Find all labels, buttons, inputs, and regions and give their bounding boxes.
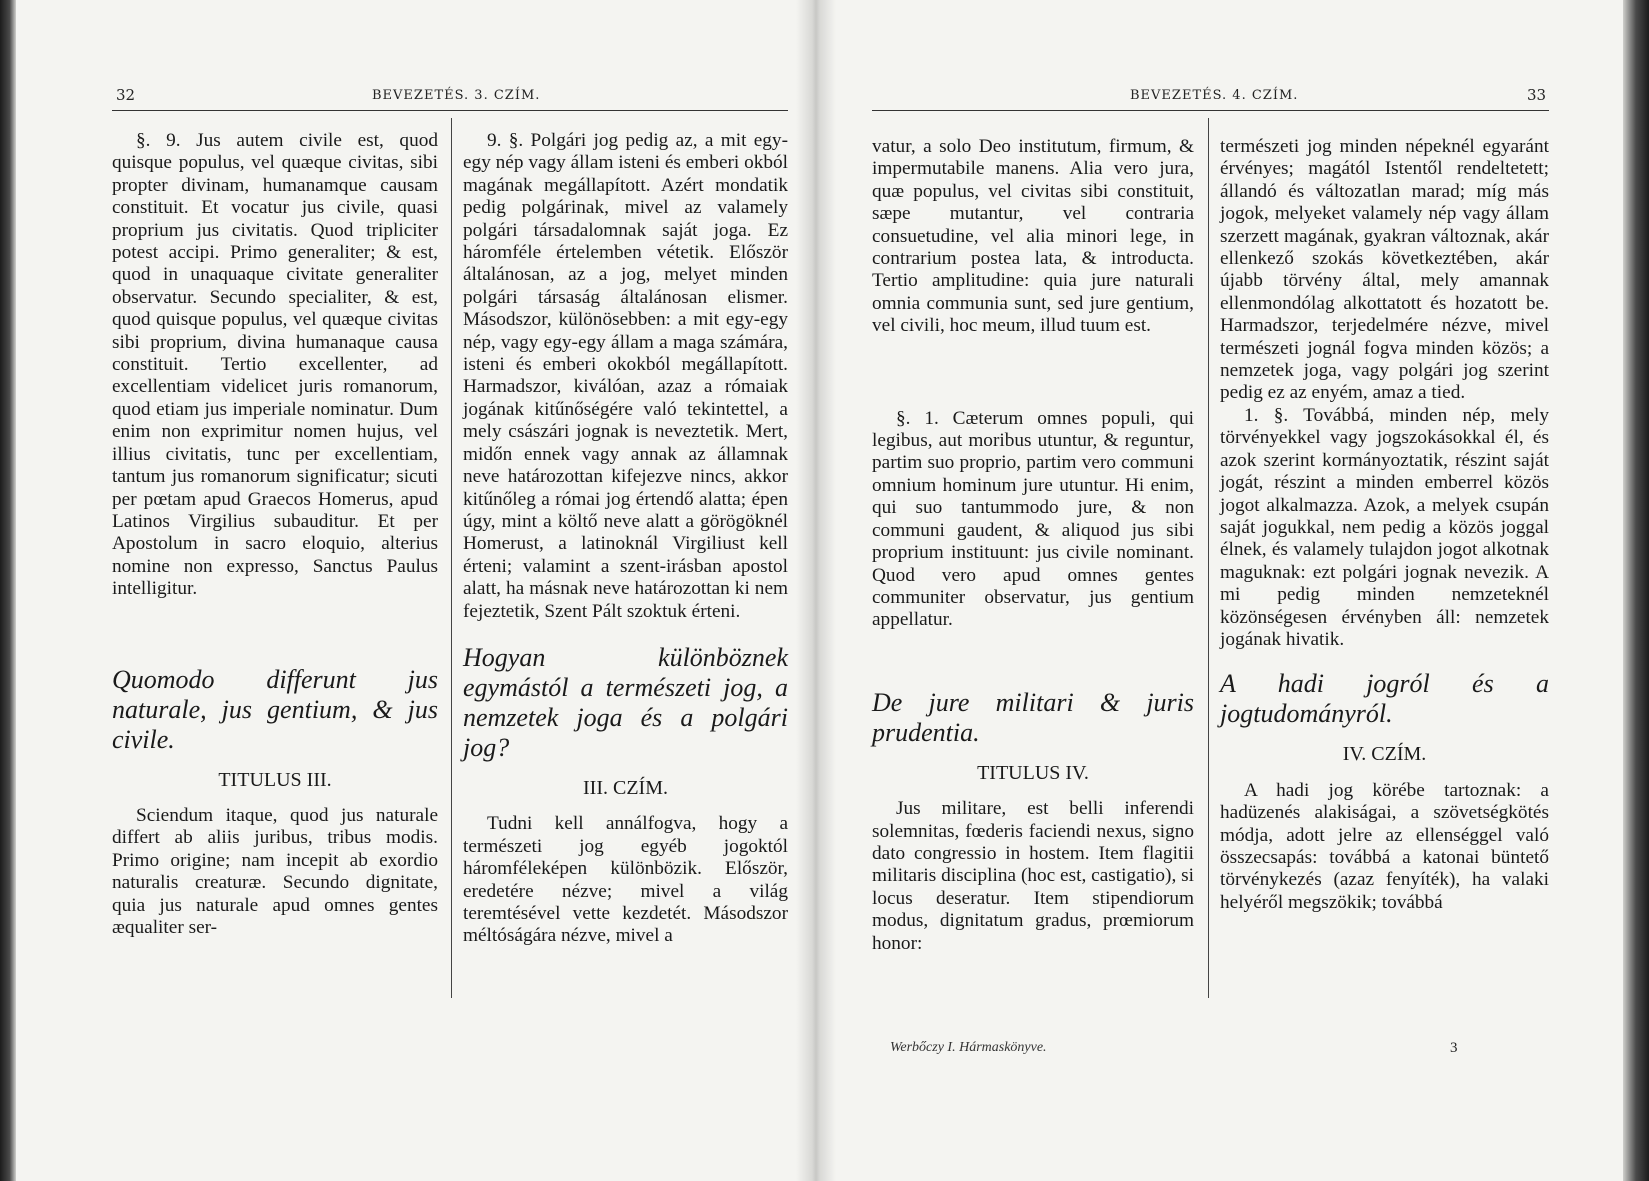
- scan-edge-right: [1623, 0, 1649, 1181]
- right-col-latin: [872, 136, 1194, 955]
- header-rule-right: [872, 110, 1549, 111]
- czim-label: III. CZÍM.: [583, 776, 668, 799]
- book-gutter: [796, 0, 836, 1181]
- latin-paragraph-9: §. 9. Jus autem civile est, quod quisque populus, vel quæque civitas, sibi propter divinam, humanamque causam constituit. Et vocatur jus civile, quasi proprium jus civitatis. Quod tripliciter potest accipi. Primo generaliter; & est, quod in unaquaque civitate generaliter observatur. Secundo specialiter, & est, quod quisque populus, vel quæque civitas sibi proprium, divina humanaque causa constituit. Tertio excellenter, ad excellentiam videlicet juris romanorum, quod etiam jus imperiale nominatur. Dum enim non exprimitur nomen hujus, vel illius civitatis, tunc per excellentiam, tantum jus romanorum significatur; sicuti per pœtam apud Graecos Homerus, apud Latinos Virgilius subauditur. Et per Apostolum in sacro eloquio, alterius nomine non expresso, Sanctus Paulus intelligitur.: [112, 130, 438, 600]
- hungarian-paragraph-czim-3: Tudni kell annálfogva, hogy a természeti jog egyéb jogoktól háromféleképen különbözik. Először, eredetére nézve; mivel a világ teremtésével vette kezdetét. Másodszor méltóságára nézve, mivel a: [463, 813, 788, 947]
- hungarian-paragraph-czim-4: A hadi jog körébe tartoznak: a hadüzenés alakiságai, a szövetségkötés módja, adott jelre az ellenséggel való összecsapás: továbbá a katonai büntető törvénykezés (azaz fenyíték), ha valaki helyéről megszökik; továbbá: [1220, 779, 1549, 913]
- hungarian-paragraph-1: 1. §. Továbbá, minden nép, mely törvényekkel vagy jogszokásokkal él, és azok szerint kormányoztatik, részint saját jogát, részint a minden emberrel közös jogot alkalmazza. Azok, a melyek csupán saját jogukkal, nem pedig a közös joggal élnek, és valamely tulajdon jogot alkotnak maguknak: ezt polgári jognak nevezik. A mi pedig minden nemzeteknél közönségesen érvényben áll: nemzetek jogának hivatik.: [1220, 404, 1549, 650]
- latin-paragraph-1: §. 1. Cæterum omnes populi, qui legibus, aut moribus utuntur, & reguntur, partim suo proprio, partim vero communi omnium hominum jure utuntur. Hi enim, qui suo tantummodo jure, & non communi gaudent, & aliquod jus sibi proprium instituunt: jus civile nominant. Quod vero apud omnes gentes communiter observatur, jus gentium appellatur.: [872, 407, 1194, 631]
- hungarian-section-heading: Hogyan különböznek egymástól a természeti jog, a nemzetek joga és a polgári jog?: [463, 642, 788, 762]
- latin-section-heading: Quomodo differunt jus naturale, jus gentium, & jus civile.: [112, 664, 438, 754]
- page-number-right: 33: [1527, 86, 1547, 104]
- hungarian-paragraph-continued: természeti jog minden népeknél egyaránt érvényes; magától Istentől rendeltetett; állandó és változatlan marad; míg más jogok, melyeket valamely nép vagy állam szerzett magának, gyakran változnak, akár ellenkező szokás következtében, akár újabb törvény által, mely amannak ellenmondólag alkottatott és hozatott be. Harmadszor, terjedelmére nézve, mivel természeti jognál fogva minden közös; a nemzetek joga, vagy polgári jog szerint pedig ez az enyém, amaz a tied.: [1220, 136, 1549, 404]
- hungarian-paragraph-9: 9. §. Polgári jog pedig az, a mit egy-egy nép vagy állam isteni és emberi okból magának megállapított. Azért mondatik pedig polgárinak, mivel az valamely polgári társadalomnak saját joga. Ez háromféle értelemben vétetik. Először általánosan, az a jog, melyet minden polgári társaság általánosan elismer. Másodszor, különösebben: a mit egy-egy nép, vagy egy-egy állam a maga számára, isteni és emberi okokból megállapított. Harmadszor, kiválóan, azaz a rómaiak jogának kitűnőségére való tekintettel, a mely császári jognak is neveztetik. Mert, midőn ennek vagy annak az államnak neve határozottan kifejezve nincs, akkor kitűnőleg a római jog értendő alatta; épen úgy, mint a költő neve alatt a görögöknél Homerust, a latinoknál Virgiliust kell érteni; valamint a szent-irásban apostol alatt, ha másnak neve határozottan ki nem fejeztetik, Szent Pált szoktuk érteni.: [463, 130, 789, 622]
- titulus-label: TITULUS III.: [218, 768, 332, 791]
- column-rule-right: [1208, 118, 1209, 998]
- footer-book-title: Werbőczy I. Hármaskönyve.: [890, 1040, 1047, 1055]
- running-head-left: BEVEZETÉS. 3. CZÍM.: [372, 88, 541, 103]
- latin-paragraph-titulus-4: Jus militare, est belli inferendi solemnitas, fœderis faciendi nexus, signo dato congressio in hostem. Item flagitii militaris disciplina (hoc est, castigatio), si locus deseratur. Item stipendiorum modus, dignitatum gradus, prœmiorum honor:: [872, 798, 1194, 954]
- scan-edge-left: [0, 0, 16, 1181]
- running-head-right: BEVEZETÉS. 4. CZÍM.: [1130, 88, 1299, 103]
- right-col-hungarian: [1220, 136, 1549, 914]
- czim-4-label: IV. CZÍM.: [1342, 743, 1427, 766]
- titulus-4-label: TITULUS IV.: [977, 761, 1089, 784]
- column-rule-left: [451, 118, 452, 998]
- footer-signature-number: 3: [1450, 1040, 1458, 1056]
- latin-paragraph-continued: vatur, a solo Deo institutum, firmum, & impermutabile manens. Alia vero jura, quæ populus, vel civitas sibi constituit, sæpe mutantur, vel contraria consuetudine, vel alia minori lege, in contrarium postea lata, & introducta. Tertio amplitudine: quia jure naturali omnia communia sunt, sed jure gentium, vel civili, hoc meum, illud tuum est.: [872, 136, 1194, 337]
- header-rule-left: [112, 110, 788, 111]
- latin-paragraph-titulus-3: Sciendum itaque, quod jus naturale differt ab aliis juribus, tribus modis. Primo origine; nam incepit ab exordio naturalis creaturæ. Secundo dignitate, quia jus naturale apud omnes gentes æqualiter ser-: [112, 804, 438, 938]
- hungarian-section-heading-4: A hadi jogról és a jogtudományról.: [1220, 669, 1549, 729]
- latin-section-heading-4: De jure militari & juris prudentia.: [872, 687, 1194, 747]
- page-number-left: 32: [116, 86, 136, 104]
- left-col-hungarian: [463, 130, 788, 948]
- left-col-latin: [112, 130, 438, 939]
